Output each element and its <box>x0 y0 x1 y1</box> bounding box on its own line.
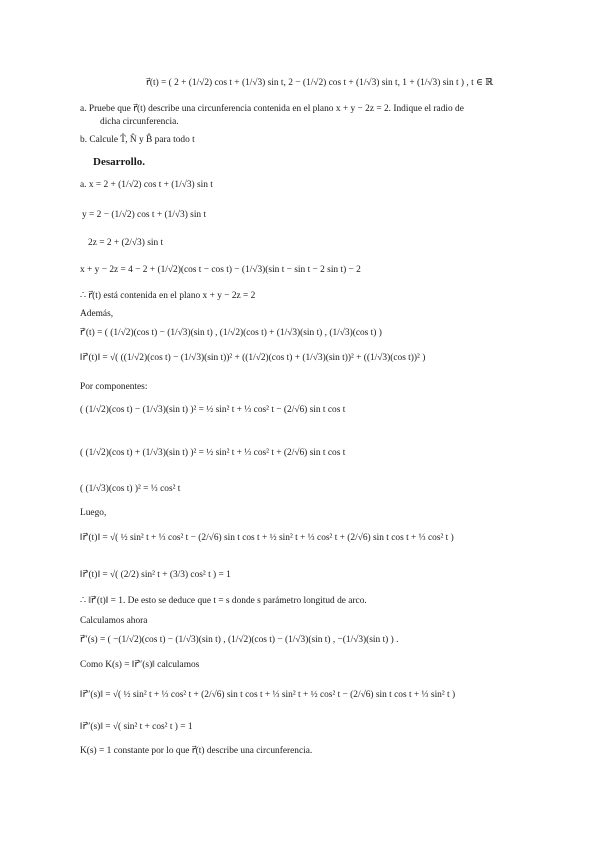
derivative-equation: r⃗′(t) = ( (1/√2)(cos t) − (1/√3)(sin t) , (1/√2)(cos t) + (1/√3)(sin t) , (1/√3)(cos t) ) <box>80 328 382 338</box>
equation-z: 2z = 2 + (2/√3) sin t <box>88 238 164 248</box>
problem-part-b: b. Calcule T̂, N̂ y B̂ para todo t <box>80 135 195 145</box>
equation-y: y = 2 − (1/√2) cos t + (1/√3) sin t <box>82 210 207 220</box>
equation-x: a. x = 2 + (1/√2) cos t + (1/√3) sin t <box>80 180 213 190</box>
problem-curve-definition: r⃗(t) = ( 2 + (1/√2) cos t + (1/√3) sin t, 2 − (1/√2) cos t + (1/√3) sin t, 1 + (1/√3) sin t ) , t ∈ ℝ <box>146 78 494 88</box>
por-componentes-label: Por componentes: <box>80 382 148 392</box>
norm-expanded-equation: ‖r⃗′(t)‖ = √( ½ sin² t + ⅓ cos² t − (2/√6) sin t cos t + ½ sin² t + ⅓ cos² t + (2/√6) sin t cos t + ⅓ cos² t ) <box>80 533 454 543</box>
plane-conclusion: ∴ r⃗(t) está contenida en el plano x + y − 2z = 2 <box>80 291 256 301</box>
norm-equation: ‖r⃗′(t)‖ = √( ((1/√2)(cos t) − (1/√3)(sin t))² + ((1/√2)(cos t) + (1/√3)(sin t))² + ((1/√3)(cos t))² ) <box>80 353 426 363</box>
second-derivative-equation: r⃗″(s) = ( −(1/√2)(cos t) − (1/√3)(sin t) , (1/√2)(cos t) − (1/√3)(sin t) , −(1/√3)(sin t) ) . <box>80 635 399 645</box>
component-3-equation: ( (1/√3)(cos t) )² = ⅓ cos² t <box>80 484 181 494</box>
ademas-label: Además, <box>80 309 114 319</box>
norm-simplified-equation: ‖r⃗′(t)‖ = √( (2/2) sin² t + (3/3) cos² t ) = 1 <box>80 570 231 580</box>
final-conclusion: K(s) = 1 constante por lo que r⃗(t) describe una circunferencia. <box>80 746 313 756</box>
curvature-definition: Como K(s) = ‖r⃗″(s)‖ calculamos <box>80 660 200 670</box>
luego-label: Luego, <box>80 508 107 518</box>
solution-heading: Desarrollo. <box>93 156 146 168</box>
equation-plane-sum: x + y − 2z = 4 − 2 + (1/√2)(cos t − cos t) − (1/√3)(sin t − sin t − 2 sin t) − 2 <box>80 265 361 275</box>
arc-length-conclusion: ∴ ‖r⃗′(t)‖ = 1. De esto se deduce que t = s donde s parámetro longitud de arco. <box>80 596 367 606</box>
problem-part-a-line-2: dicha circunferencia. <box>100 117 179 127</box>
calculamos-label: Calculamos ahora <box>80 616 148 626</box>
curvature-simplified-equation: ‖r⃗″(s)‖ = √( sin² t + cos² t ) = 1 <box>80 722 193 732</box>
component-1-equation: ( (1/√2)(cos t) − (1/√3)(sin t) )² = ½ sin² t + ⅓ cos² t − (2/√6) sin t cos t <box>80 405 346 415</box>
component-2-equation: ( (1/√2)(cos t) + (1/√3)(sin t) )² = ½ sin² t + ⅓ cos² t + (2/√6) sin t cos t <box>80 448 346 458</box>
problem-part-a-line-1: a. Pruebe que r⃗(t) describe una circunferencia contenida en el plano x + y − 2z = 2. Indique el radio de <box>80 104 464 114</box>
curvature-expanded-equation: ‖r⃗″(s)‖ = √( ½ sin² t + ⅓ cos² t + (2/√6) sin t cos t + ⅓ sin² t + ½ cos² t − (2/√6) sin t cos t + ⅓ sin² t ) <box>80 690 456 700</box>
